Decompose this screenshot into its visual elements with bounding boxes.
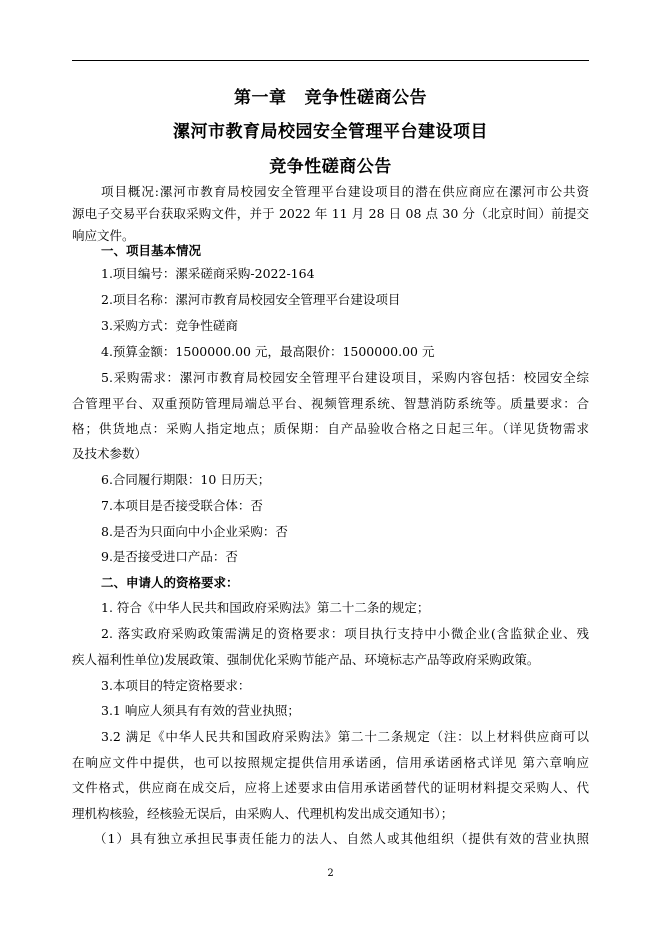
chapter-title-name: 竞争性磋商公告	[304, 88, 427, 108]
section1-item9: 9.是否接受进口产品：否	[101, 549, 238, 564]
section1-item5-line-2: 合管理平台、双重预防管理局端总平台、视频管理系统、智慧消防系统等。质量要求：合	[72, 396, 589, 411]
section2-item3-1: 3.1 响应人须具有有效的营业执照；	[101, 703, 300, 718]
section1-item6: 6.合同履行期限：10 日历天；	[101, 472, 271, 487]
section2-item3-2-line-1: 3.2 满足《中华人民共和国政府采购法》第二十二条规定（注：以上材料供应商可以	[101, 729, 589, 744]
section1-item7: 7.本项目是否接受联合体：否	[101, 498, 263, 513]
section1-item3: 3.采购方式：竞争性磋商	[101, 318, 238, 333]
chapter-title-number: 第一章	[234, 88, 287, 108]
section2-item2-line-2: 疾人福利性单位)发展政策、强制优化采购节能产品、环境标志产品等政府采购政策。	[72, 652, 540, 667]
section1-item5-line-1: 5.采购需求：漯河市教育局校园安全管理平台建设项目，采购内容包括：校园安全综	[101, 370, 589, 385]
section1-item8: 8.是否为只面向中小企业采购：否	[101, 524, 288, 539]
overview-line-2: 源电子交易平台获取采购文件，并于 2022 年 11 月 28 日 08 点 30 分（北京时间）前提交	[72, 206, 589, 221]
section1-heading: 一、项目基本情况	[101, 243, 202, 258]
section2-item2-line-1: 2. 落实政府采购政策需满足的资格要求：项目执行支持中小微企业(含监狱企业、残	[101, 626, 589, 641]
section1-item2: 2.项目名称：漯河市教育局校园安全管理平台建设项目	[101, 292, 401, 307]
section2-item3-2-line-2: 在响应文件中提供，也可以按照规定提供信用承诺函，信用承诺函格式详见 第六章响应	[72, 755, 589, 770]
section2-item3-2-line-4: 理机构核验，经核验无误后，由采购人、代理机构发出成交通知书）；	[72, 806, 454, 821]
section1-item4: 4.预算金额：1500000.00 元，最高限价：1500000.00 元	[101, 344, 435, 359]
section2-item3-2-sub1: （1）具有独立承担民事责任能力的法人、自然人或其他组织（提供有效的营业执照	[94, 831, 589, 846]
overview-line-3: 响应文件。	[72, 228, 135, 243]
section2-item1: 1. 符合《中华人民共和国政府采购法》第二十二条的规定；	[101, 600, 430, 615]
project-title: 漯河市教育局校园安全管理平台建设项目	[173, 122, 488, 142]
notice-title: 竞争性磋商公告	[269, 157, 392, 177]
section1-item5-line-3: 格；供货地点：采购人指定地点；质保期：自产品验收合格之日起三年。（详见货物需求	[72, 421, 589, 436]
page-number: 2	[327, 868, 334, 879]
section2-item3: 3.本项目的特定资格要求：	[101, 678, 251, 693]
section2-heading: 二、申请人的资格要求：	[101, 575, 239, 590]
overview-line-1: 项目概况:漯河市教育局校园安全管理平台建设项目的潜在供应商应在漯河市公共资	[101, 184, 589, 199]
section1-item1: 1.项目编号：漯采磋商采购-2022-164	[101, 266, 315, 281]
section2-item3-2-line-3: 文件格式，供应商在成交后，应将上述要求由信用承诺函替代的证明材料提交采购人、代	[72, 780, 589, 795]
section1-item5-line-4: 及技术参数）	[72, 446, 148, 461]
chapter-title	[72, 88, 589, 108]
header-rule	[72, 60, 589, 61]
